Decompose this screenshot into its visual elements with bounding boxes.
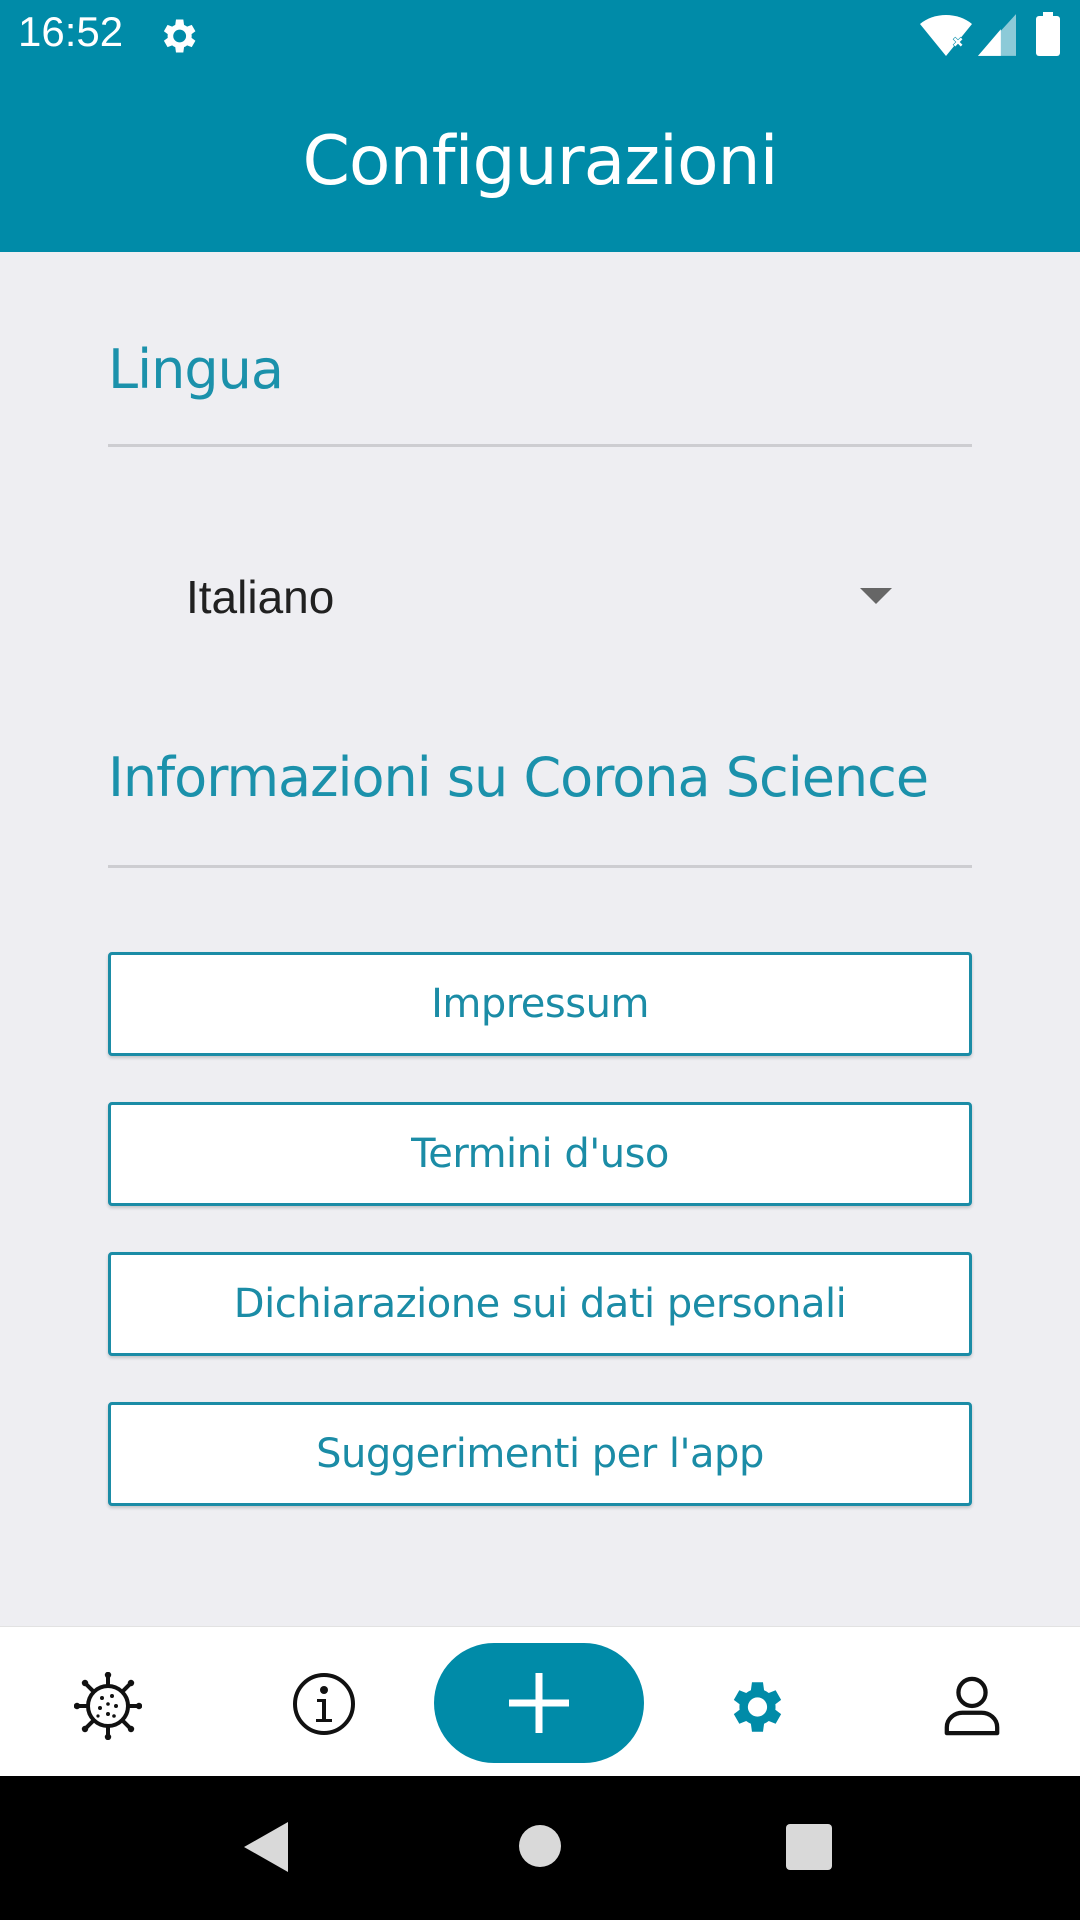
plus-icon xyxy=(505,1669,573,1737)
wifi-icon xyxy=(920,14,972,58)
virus-icon xyxy=(74,1672,142,1740)
privacy-statement-button[interactable]: Dichiarazione sui dati personali xyxy=(108,1252,972,1356)
system-navigation-bar xyxy=(0,1776,1080,1920)
recents-icon[interactable] xyxy=(786,1824,832,1870)
status-bar xyxy=(0,0,1080,74)
nav-item-info[interactable] xyxy=(264,1627,384,1777)
nav-item-profile[interactable] xyxy=(912,1627,1032,1777)
app-bar xyxy=(0,74,1080,252)
add-button[interactable] xyxy=(434,1643,644,1763)
page-title: Configurazioni xyxy=(302,122,778,201)
home-icon[interactable] xyxy=(518,1824,562,1868)
status-time: 16:52 xyxy=(18,8,124,55)
settings-gear-icon xyxy=(156,14,200,58)
nav-item-settings[interactable] xyxy=(696,1627,816,1777)
language-section-title: Lingua xyxy=(108,338,283,401)
gear-icon xyxy=(722,1674,788,1740)
impressum-button[interactable]: Impressum xyxy=(108,952,972,1056)
terms-of-use-button[interactable]: Termini d'uso xyxy=(108,1102,972,1206)
about-section-title: Informazioni su Corona Science xyxy=(108,746,929,809)
signal-icon xyxy=(978,14,1016,56)
person-icon xyxy=(942,1675,1002,1737)
language-dropdown[interactable] xyxy=(108,540,972,650)
nav-item-virus[interactable] xyxy=(48,1627,168,1777)
about-divider xyxy=(108,865,972,868)
language-dropdown-value: Italiano xyxy=(186,571,335,623)
battery-icon xyxy=(1036,12,1060,56)
app-feedback-button[interactable]: Suggerimenti per l'app xyxy=(108,1402,972,1506)
back-icon[interactable] xyxy=(244,1822,290,1872)
bottom-navigation xyxy=(0,1626,1080,1776)
dropdown-arrow-icon xyxy=(860,588,892,604)
info-icon xyxy=(292,1672,356,1736)
language-divider xyxy=(108,444,972,447)
